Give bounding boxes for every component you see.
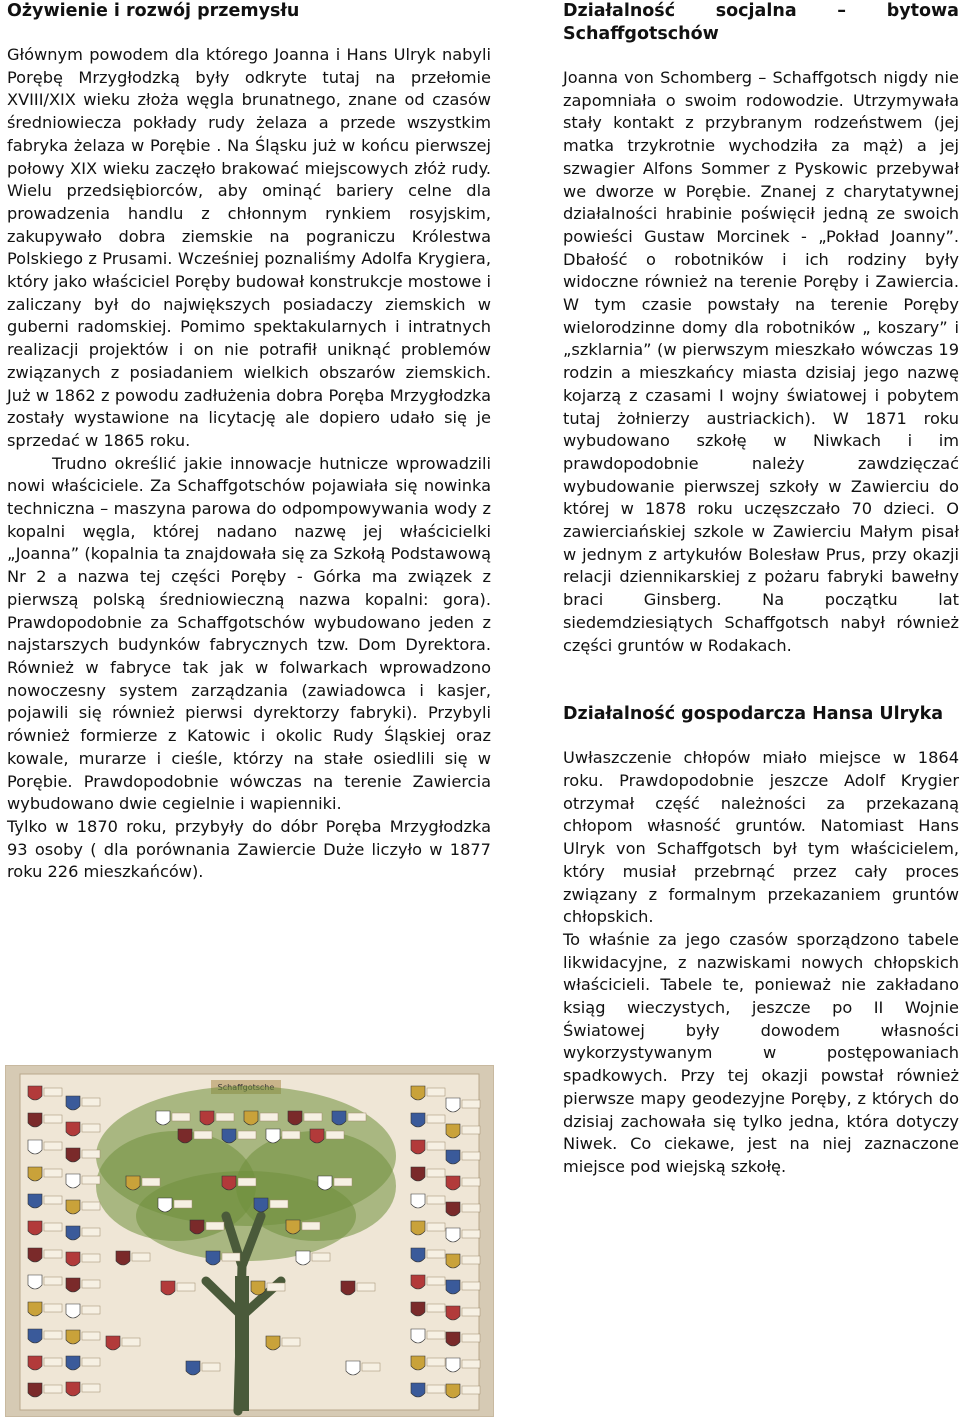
family-tree-poster-photo	[5, 1065, 494, 1417]
family-tree-illustration	[6, 1066, 493, 1416]
paragraph-industry-1: Głównym powodem dla którego Joanna i Hans Ulryk nabyli Porębę Mrzygłodzką były odkryte tutaj na przełomie XVIII/XIX wieku złoża węgla brunatnego, znane od czasów średniowiecza pokłady rudy żelaza a przede wszystkim fabryka żelaza w Porębie . Na Śląsku już w końcu pierwszej połowy XIX wieku zaczęło brakować miejscowych złóż rudy. Wielu przedsiębiorców, aby ominąć bariery celne dla prowadzenia handlu z chłonnym rynkiem rosyjskim, zakupywało dobra ziemskie na pograniczu Królestwa Polskiego z Prusami. Wcześniej poznaliśmy Adolfa Krygiera, który jako właściciel Poręby budował konstrukcje mostowe i zaliczany był do największych posiadaczy ziemskich w guberni radomskiej. Pomimo spektakularnych i intratnych realizacji projektów i on nie potrafił uniknąć problemów związanych z posiadaniem wielkich obszarów ziemskich. Już w 1862 z powodu zadłużenia dobra Poręba Mrzygłodzka zostały wystawione na licytację ale dopiero udało się je sprzedać w 1865 roku.	[7, 45, 491, 450]
section-heading-industry: Ożywienie i rozwój przemysłu	[7, 1, 300, 21]
paragraph-social: Joanna von Schomberg – Schaffgotsch nigdy nie zapomniała o swoim rodowodzie. Utrzymywała stały kontakt z przybranym rodzeństwem (jej matka trzykrotnie wychodziła za mąż) a jej szwagier Alfons Sommer z Pyskowic przebywał we dworze w Porębie. Znanej z charytatywnej działalności hrabinie poświęcił jedną ze swoich powieści Gustaw Morcinek - „Pokład Joanny”. Dbałość o robotników i ich rodziny były widoczne również na terenie Poręby i Zawiercia. W tym czasie powstały na terenie Poręby wielorodzinne domy dla robotników „ koszary” i „szklarnia” (w pierwszym mieszkało wówczas 19 rodzin a mieszkańcy miasta dzisiaj jego nazwę kojarzą z czasami I wojny światowej i pobytem tutaj żołnierzy austriackich). W 1871 roku wybudowano szkołę w Niwkach i im prawdopodobnie należy zawdzięczać wybudowanie pierwszej szkoły w Zawierciu do której w 1878 roku uczęszczało 70 dzieci. O zawierciańskiej szkole w Zawierciu Małym pisał w jednym z artykułów Bolesław Prus, przy okazji relacji dziennikarskiej z pożaru fabryki bawełny braci Ginsberg. Na początku lat siedemdziesiątych Schaffgotsch nabył również części gruntów w Rodakach.	[563, 68, 959, 655]
paragraph-industry-3: Tylko w 1870 roku, przybyły do dóbr Poręba Mrzygłodzka 93 osoby ( dla porównania Zawiercie Duże liczyło w 1877 roku 226 mieszkańców).	[7, 816, 491, 882]
section-heading-economic: Działalność gospodarcza Hansa Ulryka	[563, 704, 944, 725]
section-heading-social: Działalność socjalna – bytowa Schaffgotschów	[563, 1, 959, 44]
left-column	[7, 0, 491, 884]
paragraph-economic-2: To właśnie za jego czasów sporządzono tabele likwidacyjne, z nazwiskami nowych chłopskich właścicieli. Tabele te, ponieważ nie zakładano ksiąg wieczystych, jeszcze po II Wojnie Światowej były dowodem własności wykorzystywanym w postępowaniach spadkowych. Przy tej okazji powstał również pierwsze mapy geodezyjne Poręby, z których do dzisiaj zachowała się tylko jedna, która dotyczy Niwek. Co ciekawe, jest na niej zaznaczone miejsce pod wiejską szkołę.	[563, 929, 959, 1176]
right-column	[563, 0, 959, 1179]
paragraph-industry-2: Trudno określić jakie innowacje hutnicze wprowadzili nowi właściciele. Za Schaffgotschów pojawiała się nowinka techniczna – maszyna parowa do odpompowywania wody z kopalni węgla, której nadano nazwę jej właścicielki „Joanna” (kopalnia ta znajdowała się za Szkołą Podstawową Nr 2 a nazwa tej części Poręby - Górka ma związek z pierwszą polską średniowieczną nazwa kopalni: gora). Prawdopodobnie za Schaffgotschów wybudowano jeden z najstarszych budynków fabrycznych tzw. Dom Dyrektora. Również w fabryce tak jak w folwarkach wprowadzono nowoczesny system zarządzania (zawiadowca i kasjer, pojawili się również pierwsi dyrektorzy fabryki). Przybyli również formierze z Katowic i okolic Rudy Śląskiej oraz kowale, murarze i cieśle, którzy na stałe osiedlili się w Porębie. Prawdopodobnie wówczas na terenie Zawiercia wybudowano dwie cegielnie i wapienniki.	[7, 453, 491, 814]
paragraph-economic-1: Uwłaszczenie chłopów miało miejsce w 1864 roku. Prawdopodobnie jeszcze Adolf Krygier otrzymał część należności za przekazaną chłopom własność gruntów. Natomiast Hans Ulryk von Schaffgotsch był tym właścicielem, który musiał przebrnąć przez cały proces związany z formalnym przekazaniem gruntów chłopskich.	[563, 748, 959, 927]
